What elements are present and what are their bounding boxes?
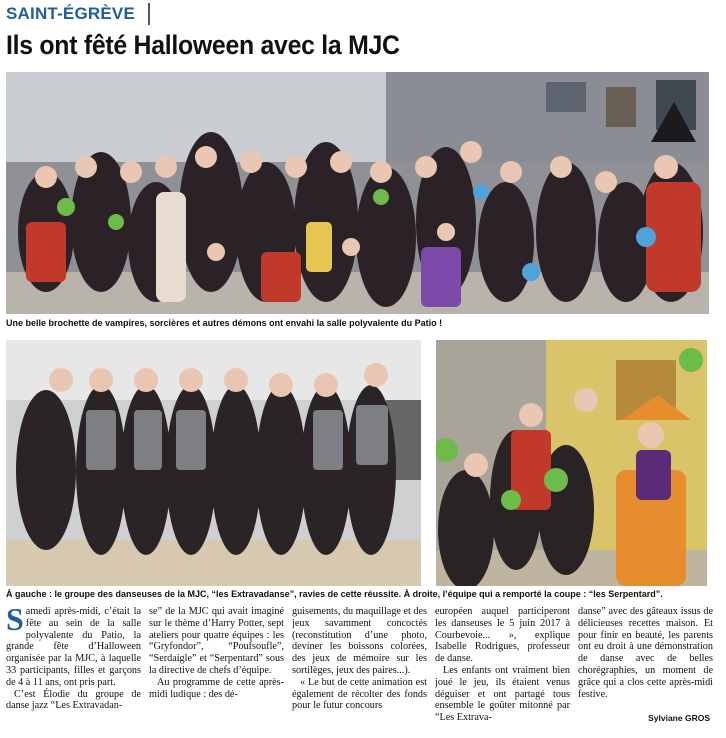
body-column-1 bbox=[6, 606, 141, 734]
body-paragraph: danse” avec des gâteaux issus de délicieuses recettes maison. Et pour finir en beauté, les parents ont eu droit à une démonstration de danse avec de belles chorégraphies, un moment de grâce qui a clos cette après-midi festive. bbox=[578, 606, 713, 700]
dancers-photo bbox=[6, 340, 421, 586]
group-photo-image bbox=[6, 72, 709, 314]
body-paragraph: Les enfants ont vraiment bien joué le jeu, ils étaient venus déguiser et ont partagé tous ensemble le goûter mitonné par “Les Extrava- bbox=[435, 664, 570, 724]
body-column-2 bbox=[149, 606, 284, 734]
body-paragraph: guisements, du maquillage et des jeux savamment concoctés (reconstitution d’une photo, deviner les boissons colorées, des jeux de mémoire sur les sortilèges, jeux des paires...). bbox=[292, 606, 427, 676]
body-text: amedi après-midi, c’était la fête au sein de la salle polyvalente du Patio, la grande fête d’Halloween organisée par la MJC, à laquelle 33 participants, filles et garçons de 4 à 11 ans, ont pris part. bbox=[6, 606, 141, 688]
body-paragraph: se” de la MJC qui avait imaginé sur le thème d’Harry Potter, sept ateliers pour quatre équipes : les “Gryfondor”, “Poufsoufle”, “Serdaigle” et “Serpentard” sous la directive de chefs d’équipe. bbox=[149, 606, 284, 676]
caption-bottom: À gauche : le groupe des danseuses de la MJC, “les Extravadanse”, ravies de cette réussite. À droite, l’équipe qui a remporté la coupe : “les Serpentard”. bbox=[6, 589, 663, 599]
serpentard-team-photo bbox=[436, 340, 707, 586]
drop-cap: S bbox=[6, 606, 24, 637]
body-paragraph bbox=[6, 606, 141, 689]
body-column-5 bbox=[578, 606, 713, 710]
serpentard-photo-image bbox=[436, 340, 707, 586]
author-credit: Sylviane GROS bbox=[648, 713, 710, 723]
headline: Ils ont fêté Halloween avec la MJC bbox=[6, 30, 400, 60]
body-paragraph: européen auquel participeront les danseuses le 5 juin 2017 à Courbevoie... », explique Isabelle Rodrigues, professeur de danse. bbox=[435, 606, 570, 665]
body-paragraph: Au programme de cette après-midi ludique : des dé- bbox=[149, 676, 284, 700]
caption-main: Une belle brochette de vampires, sorcières et autres démons ont envahi la salle polyvalente du Patio ! bbox=[6, 318, 443, 328]
kicker-location: SAINT-ÉGRÈVE bbox=[6, 3, 150, 25]
body-column-3 bbox=[292, 606, 427, 734]
group-photo-halloween bbox=[6, 72, 709, 314]
body-paragraph: C’est Élodie du groupe de danse jazz “Les Extravadan- bbox=[6, 688, 141, 712]
dancers-photo-image bbox=[6, 340, 421, 586]
body-column-4 bbox=[435, 606, 570, 734]
body-paragraph: « Le but de cette animation est également de récolter des fonds pour le futur concours bbox=[292, 676, 427, 712]
